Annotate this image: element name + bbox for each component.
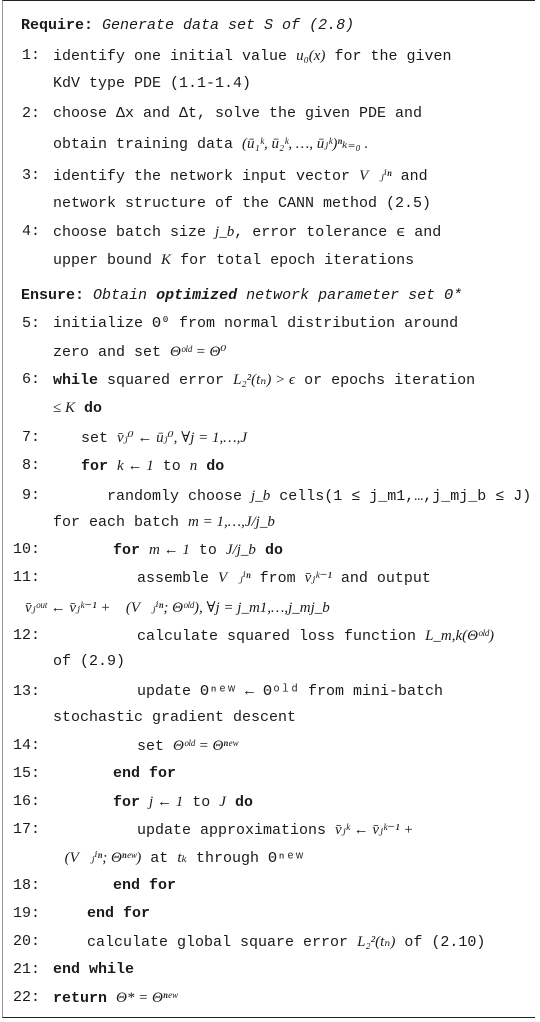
require-text: Generate data set S of (2.8) bbox=[102, 17, 355, 34]
require-label: Require: bbox=[21, 17, 94, 34]
algorithm-box: Require: Generate data set S of (2.8) 1: identify one initial value u₀(x) for the given KdV type PDE (1.1-1.4) 2: choose Δx and Δt, solve the given PDE and obtain training data (ū₁ᵏ, ū₂ᵏ, …, ūⱼᵏ)ⁿₖ₌₀ . 3: identify the network input vector V⃗ⱼⁱⁿ and network structure of the CANN method (2.5) 4: choose batch size j_b, error tolerance ϵ and upper bound K for total epoch iterations Ensure: Obtain optimized network parameter set Θ* 5: initialize Θ⁰ from normal distribution around zero and set Θᵒˡᵈ = Θ⁰ 6: while squared error L₂²(tₙ) > ϵ or epochs iteration ≤ K do 7: set v̄ⱼ⁰ ← ūⱼ⁰, ∀j = 1,…,J 8: for k ← 1 to n do 9: randomly choose j_b cells(1 ≤ j_m1,…,j_mj_b ≤ J) for each batch m = 1,…,J/j_b 10: for m ← 1 to J/j_b do 11: assemble V⃗ⱼⁱⁿ from v̄ⱼᵏ⁻¹ and output v̄ⱼᵒᵘᵗ ← v̄ⱼᵏ⁻¹ + 𝒩(V⃗ⱼⁱⁿ; Θᵒˡᵈ), ∀j = j_m1,…,j_mj_b 12: calculate squared loss function L_m,k(Θᵒˡᵈ) of (2.9) 13: update Θⁿᵉʷ ← Θᵒˡᵈ from mini-batch stochastic gradient descent 14: set Θᵒˡᵈ = Θⁿᵉʷ 15: end for 16: for j ← 1 to J do 17: update approximations v̄ⱼᵏ ← v̄ⱼᵏ⁻¹ + 𝒩(V⃗ⱼⁱⁿ; Θⁿᵉʷ) at tₖ through Θⁿᵉʷ 18: end for 19: end for 20: calculate global square error L₂²(tₙ) of (2.10) 21: end while 22: return Θ* = Θⁿᵉʷ bbox=[2, 0, 535, 1018]
ensure-label: Ensure: bbox=[21, 287, 85, 304]
